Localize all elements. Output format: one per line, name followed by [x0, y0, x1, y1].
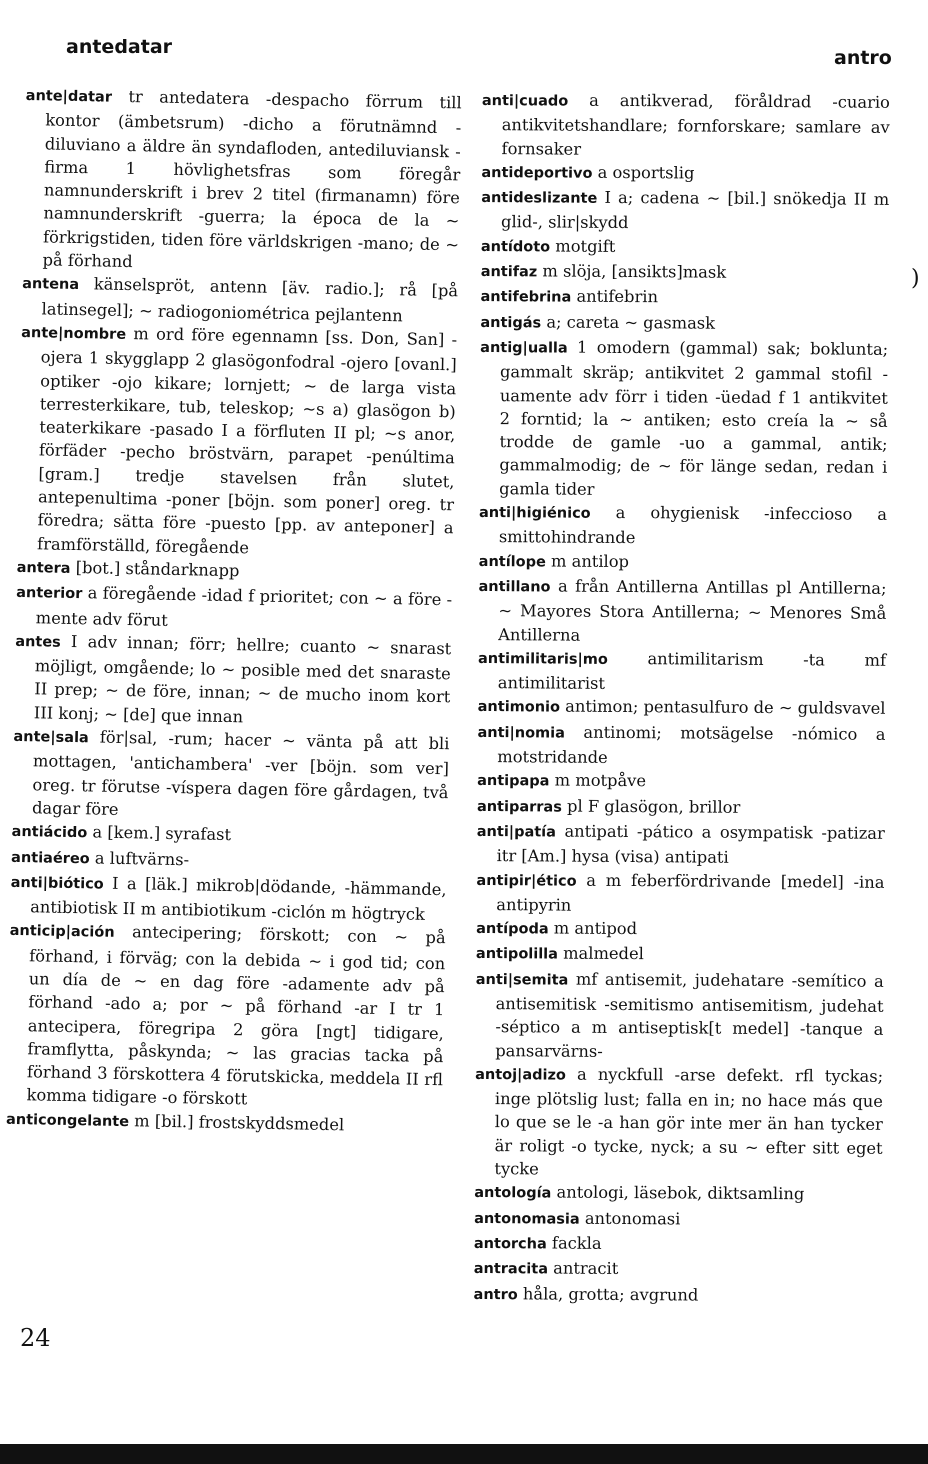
dictionary-entry — [478, 694, 886, 722]
entry-headword: antimonio — [477, 699, 561, 716]
dictionary-entry — [475, 967, 884, 1065]
dictionary-entry — [481, 160, 889, 188]
margin-mark: ) — [911, 266, 920, 291]
entry-definition: m slöja, [ansikts]mask — [537, 261, 727, 282]
entry-headword: antorcha — [473, 1235, 547, 1253]
entry-headword: antipolilla — [475, 946, 559, 963]
entry-headword: antipapa — [477, 773, 550, 790]
entry-definition: a; careta ~ gasmask — [541, 312, 716, 333]
dictionary-entry — [480, 284, 888, 312]
entry-definition: antipati -pático a osympatisk -patizar itr [Am.] hysa (visa) antipati — [496, 821, 885, 867]
entry-definition: för|sal, -rum; hacer ~ vänta på att bli mottagen, 'antichambera' -ver [böjn. som ver] oreg. tr förutse -víspera dagen före gårdagen, två dagar före — [31, 727, 450, 819]
entry-headword: ante|nombre — [21, 324, 127, 343]
dictionary-entry — [14, 629, 452, 733]
dictionary-entry — [477, 720, 885, 771]
scan-edge-bar — [0, 1444, 928, 1464]
entry-definition: m antipod — [548, 918, 638, 939]
entry-headword: antro — [473, 1286, 518, 1303]
entry-definition: antifebrin — [571, 287, 659, 307]
entry-definition: 1 omodern (gammal) sak; boklunta; gammalt skräp; antikvitet 2 gammal stofil -uamente adv förr i tiden -üedad f 1 antikvitet 2 forntid; la ~ antiken; esto creía la ~ så trodde de gamle -uo a gammal, antik; gammalmodig; de ~ för länge sedan, redan i gamla tider — [499, 337, 889, 499]
entry-headword: antifebrina — [480, 289, 572, 307]
entry-definition: håla, grotta; avgrund — [517, 1283, 699, 1305]
entry-headword: anti|patía — [476, 823, 557, 841]
page-number: 24 — [20, 1324, 51, 1352]
entry-definition: mf antisemit, judehatare -semítico a antisemitisk -semitismo antisemitism, judehat -séptico a m antiseptisk[t medel] -tanque a pansarvärns- — [495, 969, 884, 1061]
entry-headword: anticip|ación — [9, 923, 115, 942]
entry-headword: anti|nomia — [477, 724, 566, 742]
entry-definition: a antikverad, föråldrad -cuario antikvitetshandlare; fornforskare; samlare av fornsaker — [501, 90, 890, 159]
dictionary-entry — [476, 867, 884, 918]
entry-headword: anterior — [16, 585, 83, 603]
entry-definition: motgift — [550, 236, 616, 256]
entry-definition: I adv innan; förr; hellre; cuanto ~ snarast möjligt, omgående; lo ~ posible med det snaraste II prep; ~ de före, innan; ~ de mucho inom kort III konj; ~ [de] que innan — [33, 631, 452, 727]
entry-headword: antera — [16, 559, 71, 577]
entry-definition: a m feberfördrivande [medel] -ina antipyrin — [496, 870, 885, 915]
guide-word-left: antedatar — [66, 36, 173, 58]
dictionary-entry — [481, 185, 889, 236]
dictionary-entry — [476, 941, 884, 969]
entry-headword: antideslizante — [481, 190, 598, 207]
dictionary-entry — [478, 574, 886, 649]
dictionary-entry — [6, 918, 446, 1115]
dictionary-entry — [477, 768, 885, 796]
entry-definition: a nyckfull -arse defekt. rfl tyckas; inge plötslig lust; falla en in; no hace más que lo que se le -a han gör inte mer än han tycker är roligt -o tycke, nyck; a su ~ efter sitt eget tycke — [494, 1064, 884, 1179]
entry-definition: m motpåve — [549, 770, 647, 791]
dictionary-entry — [12, 724, 450, 828]
dictionary-entry — [481, 259, 889, 287]
dictionary-entry — [474, 1180, 882, 1208]
entry-headword: antipir|ético — [476, 872, 577, 890]
right-column — [473, 88, 889, 1310]
entry-definition: antonomasi — [579, 1208, 681, 1229]
entry-definition: [bot.] ståndarknapp — [70, 557, 240, 581]
dictionary-entry — [474, 1062, 883, 1183]
entry-headword: anti|semita — [475, 971, 569, 989]
entry-definition: m [bil.] frostskyddsmedel — [128, 1110, 345, 1135]
dictionary-entry — [22, 83, 462, 280]
entry-headword: antídoto — [480, 238, 551, 256]
entry-definition: känselspröt, antenn [äv. radio.]; rå [på latinsegel]; ~ radiogoniométrica pejlantenn — [41, 274, 459, 325]
entry-headword: antracita — [473, 1261, 549, 1278]
entry-definition: fackla — [546, 1233, 602, 1253]
dictionary-entry — [479, 335, 888, 503]
entry-headword: antena — [21, 276, 80, 294]
dictionary-entry — [477, 794, 885, 822]
entry-headword: antiparras — [476, 798, 562, 816]
entry-headword: antimilitaris|mo — [477, 650, 608, 668]
entry-definition: antologi, läsebok, diktsamling — [551, 1182, 805, 1204]
entry-headword: antiácido — [11, 824, 88, 842]
entry-definition: antimon; pentasulfuro de ~ guldsvavel — [559, 696, 886, 719]
entry-definition: antecipering; förskott; con ~ på förhand, i förväg; con la debida ~ i god tid; con un día de ~ en dag före -adamente adv på förhand -ado a; por ~ på förhand -ar I tr 1 antecipera, föregripa 2 göra [ngt] tidigare, framflytta, påskynda; ~ las gracias tacka på förhand 3 förskottera 4 förutskicka, meddela II rfl komma tidigare -o förskott — [26, 922, 446, 1109]
entry-headword: antideportivo — [481, 164, 593, 182]
dictionary-entry — [479, 549, 887, 577]
dictionary-entry — [481, 234, 889, 262]
entry-definition: pl F glasögon, brillor — [561, 796, 741, 817]
dictionary-entry — [474, 1231, 882, 1259]
entry-headword: antílope — [478, 553, 546, 571]
entry-headword: anti|cuado — [481, 92, 569, 110]
entry-headword: antonomasia — [474, 1210, 580, 1228]
entry-headword: ante|sala — [13, 728, 89, 747]
dictionary-entry — [10, 870, 447, 927]
entry-definition: antinomi; motsägelse -nómico a motstridande — [497, 722, 886, 767]
dictionary-entry — [16, 580, 453, 637]
dictionary-entry — [473, 1282, 881, 1310]
entry-definition: antimilitarism -ta mf antimilitarist — [497, 648, 887, 693]
dictionary-entry — [478, 646, 886, 697]
entry-definition: a osportslig — [592, 162, 695, 183]
entry-headword: antes — [15, 633, 61, 651]
entry-headword: antología — [474, 1185, 552, 1202]
entry-definition: I a [läk.] mikrob|dödande, -hämmande, antibiotisk II m antibiotikum -ciclón m högtryck — [30, 873, 447, 924]
entry-headword: anti|biótico — [10, 874, 104, 893]
entry-headword: antiaéreo — [10, 849, 90, 867]
entry-definition: a ohygienisk -infeccioso a smittohindrande — [498, 502, 888, 548]
entry-definition: I a; cadena ~ [bil.] snökedja II m glid-, slir|skydd — [500, 187, 890, 233]
entry-definition: a från Antillerna Antillas pl Antillerna; ~ Mayores Stora Antillerna; ~ Menores Små Antillerna — [498, 576, 887, 645]
entry-headword: anticongelante — [5, 1111, 130, 1130]
dictionary-entry — [480, 310, 888, 338]
dictionary-entry — [477, 819, 885, 870]
entry-definition: a luftvärns- — [89, 847, 190, 869]
entry-headword: antillano — [478, 578, 551, 596]
left-column — [6, 83, 462, 1140]
entry-definition: a [kem.] syrafast — [87, 822, 232, 845]
entry-definition: malmedel — [557, 943, 644, 964]
entry-headword: antoj|adizo — [475, 1066, 566, 1084]
entry-definition: antracit — [547, 1258, 619, 1279]
entry-definition: m antilop — [545, 551, 630, 571]
guide-word-right: antro — [834, 47, 892, 69]
entry-definition: tr antedatera -despacho förrum till kontor (ämbetsrum) -dicho a förutnämnd -diluviano a äldre än syndafloden, antediluviansk -firma 1 hövlighetsfras som föregår namnunderskrift i brev 2 titel (firmanamn) före namnunderskrift -guerra; la época de la ~ förkrigstiden, tiden före världskrigen -mano; de ~ på förhand — [42, 86, 462, 272]
entry-headword: antigás — [480, 314, 542, 332]
entry-headword: antifaz — [480, 264, 538, 281]
entry-definition: m ord före egennamn [ss. Don, San] -ojera 1 skygglapp 2 glasögonfodral -ojero [ovanl.] optiker -ojo kikare; lornjett; ~ de larga vista terresterkikare, tub, teleskop; ~s a) glasögon b) teaterkikare -pasado I a förfluten II pl; ~s anor, förfäder -pecho bröstvärn, parapet -penúltima [gram.] tredje stavelsen från slutet, antepenultima -poner [böjn. som poner] oreg. tr föredra; sätta före -puesto [pp. av anteponer] a framförställd, föregående — [36, 323, 458, 558]
dictionary-entry — [17, 320, 457, 563]
dictionary-entry — [479, 500, 887, 551]
dictionary-entry — [481, 88, 889, 163]
dictionary-entry — [476, 916, 884, 944]
dictionary-entry — [474, 1256, 882, 1284]
dictionary-entry — [21, 271, 458, 328]
entry-headword: antig|ualla — [480, 339, 568, 357]
entry-headword: anti|higiénico — [478, 505, 591, 522]
entry-definition: a föregående -idad f prioritet; con ~ a före -mente adv förut — [35, 583, 453, 630]
entry-headword: ante|datar — [25, 87, 113, 106]
dictionary-entry — [474, 1206, 882, 1234]
entry-headword: antípoda — [476, 921, 549, 938]
